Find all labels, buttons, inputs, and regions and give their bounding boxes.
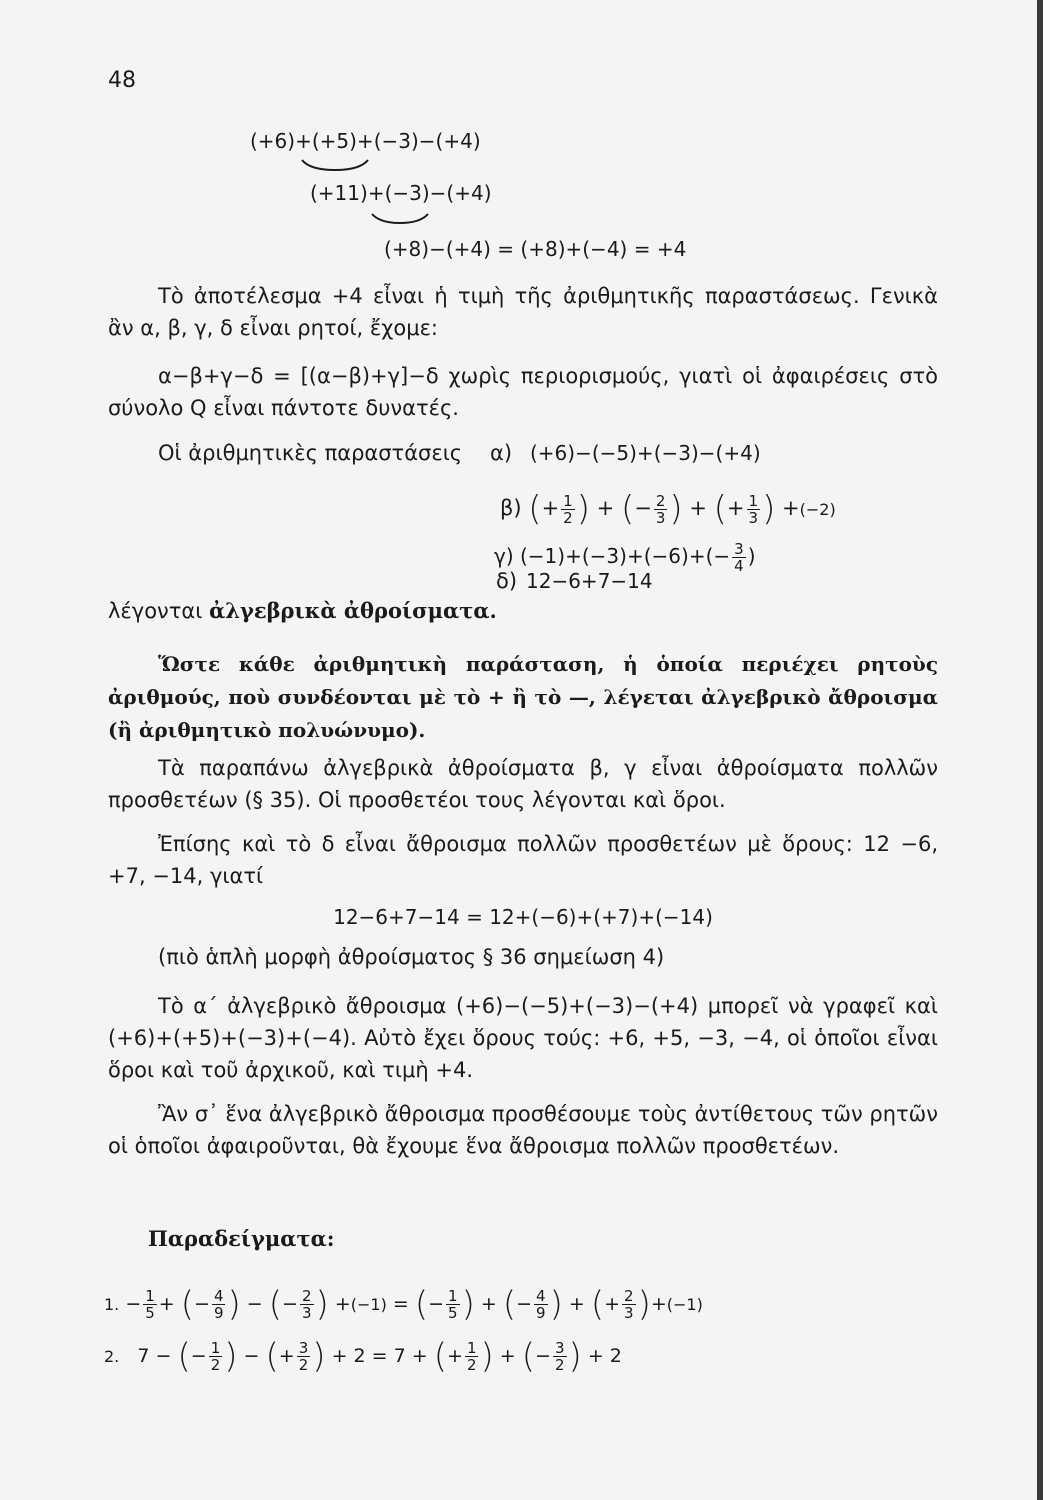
step-line-2: (+11)+(−3)−(+4) [310,181,492,205]
step-line-1: (+6)+(+5)+(−3)−(+4) [250,129,481,153]
terms-paragraph: Ἐπίσης καὶ τὸ δ εἶναι ἄθροισμα πολλῶν προσθετέων μὲ ὅρους: 12 −6, +7, −14, γιατί [108,832,938,888]
grouping-brace-2 [370,212,430,226]
definition-paragraph: Ὥστε κάθε ἀριθμητικὴ παράσταση, ἡ ὁποία περιέχει ρητοὺς ἀριθμούς, ποὺ συνδέονται μὲ τὸ + ἢ τὸ —, λέγεται ἀλγεβρικὸ ἄθροισμα (ἢ ἀριθμητικὸ πολυώνυμο). [108,652,938,742]
example-d-label: δ) [496,569,518,593]
rule-paragraph: α−β+γ−δ = [(α−β)+γ]−δ χωρὶς περιορισμούς, γιατὶ οἱ ἀφαιρέσεις στὸ σύνολο Q εἶναι πάντοτε δυνατές. [108,364,938,420]
example-1-number: 1. [104,1295,120,1314]
example-a-label: α) [490,441,513,465]
example-b-label: β) [500,496,522,520]
step-line-3: (+8)−(+4) = (+8)+(−4) = +4 [384,237,687,261]
examples-outro [108,598,497,624]
terms-equation: 12−6+7−14 = 12+(−6)+(+7)+(−14) [333,905,713,929]
example-1: 1. − $\frac{1}{5}$ + (− $\frac{4}{9}$ ) − (− $\frac{2}{3}$ ) +(−1) = (− $\frac{1}{5}$ ) + (− $\frac{4}{9}$ ) + (+ $\frac{2}{3}$ )+(−1) [104,1284,703,1325]
example-b: β) (+ $\frac{1}{2}$ ) + (− $\frac{2}{3}$ ) + (+ $\frac{1}{3}$ ) +(−2) [500,489,836,529]
opposites-paragraph: Ἂν σ᾽ ἕνα ἀλγεβρικὸ ἄθροισμα προσθέσουμε τοὺς ἀντίθετους τῶν ρητῶν οἱ ὁποῖοι ἀφαιροῦνται, θὰ ἔχουμε ἕνα ἄθροισμα πολλῶν προσθετέων. [108,1102,938,1158]
grouping-brace-1 [300,158,370,174]
example-2: 2. 7 − (− $\frac{1}{2}$ ) − (+ $\frac{3}{2}$ ) + 2 = 7 + (+ $\frac{1}{2}$ ) + (− $\frac{3}{2}$ ) + 2 [104,1336,622,1377]
example-c-label: γ) [494,544,514,568]
example-a-expression: (+6)−(−5)+(−3)−(+4) [530,441,761,465]
sums-paragraph: Τὰ παραπάνω ἀλγεβρικὰ ἀθροίσματα β, γ εἶναι ἀθροίσματα πολλῶν προσθετέων (§ 35). Οἱ προσθετέοι τους λέγονται καὶ ὅροι. [108,756,938,812]
simpler-form-note: (πιὸ ἁπλὴ μορφὴ ἀθροίσματος § 36 σημείωση 4) [158,945,665,969]
result-paragraph: Τὸ ἀποτέλεσμα +4 εἶναι ἡ τιμὴ τῆς ἀριθμητικῆς παραστάσεως. Γενικὰ ἂν α, β, γ, δ εἶναι ρητοί, ἔχομε: [108,284,938,340]
page-edge [1037,0,1043,1500]
examples-intro: Οἱ ἀριθμητικὲς παραστάσεις [158,441,463,465]
first-sum-paragraph: Τὸ α΄ ἀλγεβρικὸ ἄθροισμα (+6)−(−5)+(−3)−(+4) μπορεῖ νὰ γραφεῖ καὶ (+6)+(+5)+(−3)+(−4). Αὐτὸ ἔχει ὅρους τούς: +6, +5, −3, −4, οἱ ὁποῖοι εἶναι ὅροι καὶ τοῦ ἀρχικοῦ, καὶ τιμὴ +4. [108,994,938,1082]
examples-heading: Παραδείγματα: [148,1226,335,1251]
example-c: γ) (−1)+(−3)+(−6)+(− $\frac{3}{4}$ ) [494,540,756,575]
outro-text: λέγονται [108,599,203,623]
page-number: 48 [108,68,136,93]
outro-term: ἀλγεβρικὰ ἀθροίσματα. [209,598,497,623]
example-d-expression: 12−6+7−14 [526,569,653,593]
example-2-number: 2. [104,1347,120,1366]
